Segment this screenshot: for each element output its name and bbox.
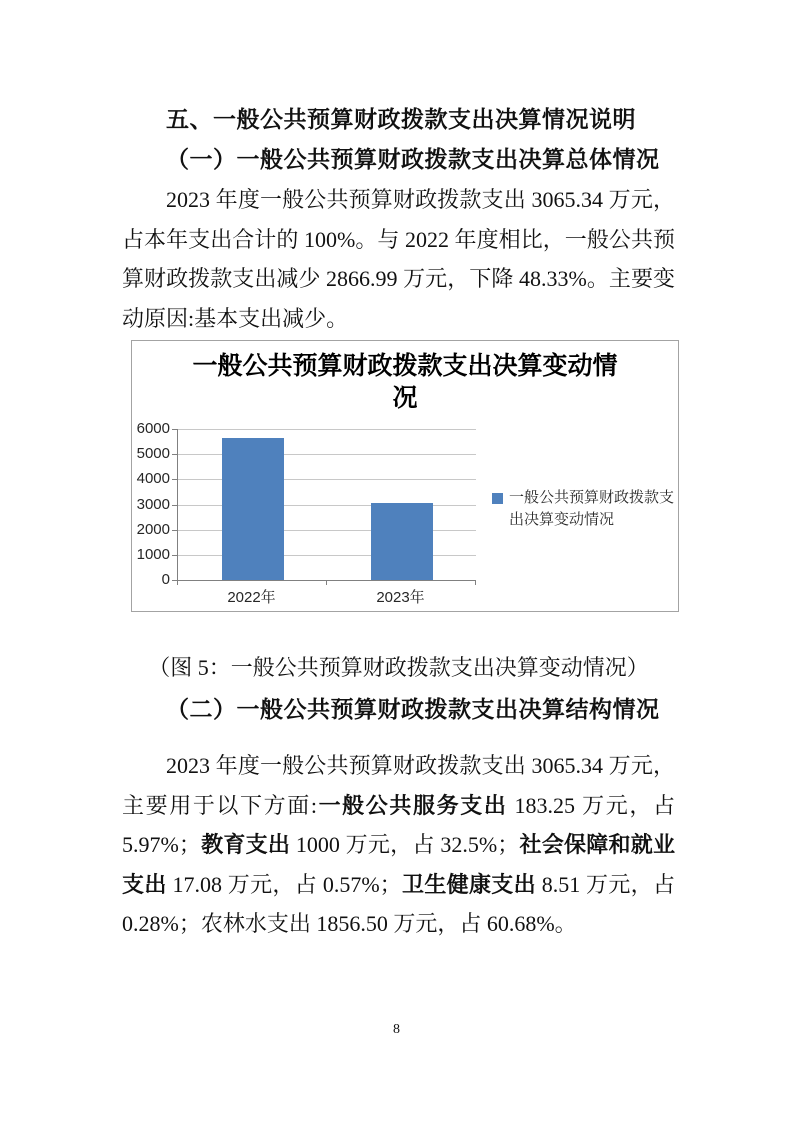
structure-bold-run: 社会保障和就业支出: [122, 832, 675, 897]
x-axis-label: 2022年: [227, 589, 276, 606]
page-number: 8: [393, 1022, 400, 1037]
figure-chart: [131, 340, 679, 612]
y-axis-tick: [172, 429, 178, 430]
structure-bold-run: 卫生健康支出: [401, 871, 536, 897]
structure-text-run: 17.08 万元，占 0.57%；: [166, 871, 402, 897]
x-axis-tick: [475, 580, 476, 585]
structure-bold-run: 教育支出: [200, 832, 291, 857]
structure-text-run: 2023 年度一般公共预算财政拨款支出 3065.34 万元，主要用于以下方面:: [122, 753, 675, 818]
y-axis-tick: [172, 454, 178, 455]
y-axis-labels: [134, 420, 170, 588]
y-axis-tick: [172, 555, 178, 556]
y-axis-label: 1000: [136, 545, 170, 563]
y-axis-label: 5000: [136, 445, 170, 463]
x-axis-tick: [177, 580, 178, 585]
y-axis-tick: [172, 530, 178, 531]
gridline: [178, 580, 476, 581]
y-axis-tick: [172, 479, 178, 480]
subsection-1-heading: （一）一般公共预算财政拨款支出决算总体情况: [166, 147, 660, 172]
structure-text-run: 183.25 万元，占 5.97%；: [122, 792, 675, 857]
y-axis-label: 3000: [136, 495, 170, 513]
y-axis-label: 4000: [136, 470, 170, 488]
subsection-2-heading: （二）一般公共预算财政拨款支出决算结构情况: [166, 697, 660, 722]
legend-label: 一般公共预算财政拨款支出决算变动情况: [509, 490, 675, 528]
structure-text-run: 1000 万元，占 32.5%；: [290, 832, 520, 857]
chart-legend: [492, 487, 674, 531]
x-axis-tick: [326, 580, 327, 585]
legend-marker-icon: [492, 493, 503, 504]
gridline: [178, 429, 476, 430]
structure-text-run: 8.51 万元，占 0.28%；农林水支出 1856.50 万元，占 60.68%。: [122, 871, 675, 936]
document-content: [122, 100, 675, 944]
y-axis-label: 0: [161, 571, 170, 588]
structure-paragraph: [122, 746, 675, 944]
chart-bar: [371, 503, 433, 580]
x-axis-labels: [177, 586, 475, 607]
chart-bar: [222, 438, 284, 580]
chart-plot: [177, 429, 476, 580]
overview-paragraph: 2023 年度一般公共预算财政拨款支出 3065.34 万元，占本年支出合计的 100%。与 2022 年度相比，一般公共预算财政拨款支出减少 2866.99 万元，下降 48.33%。主要变动原因:基本支出减少。: [122, 187, 675, 331]
section-heading: 五、一般公共预算财政拨款支出决算情况说明: [166, 107, 636, 132]
y-axis-label: 6000: [136, 420, 170, 437]
y-axis-label: 2000: [136, 520, 170, 538]
figure-caption: （图 5：一般公共预算财政拨款支出决算变动情况）: [148, 655, 649, 680]
chart-title: 一般公共预算财政拨款支出决算变动情况: [192, 353, 618, 412]
structure-bold-run: 一般公共服务支出: [316, 792, 508, 818]
x-axis-label: 2023年: [376, 589, 425, 606]
y-axis-tick: [172, 505, 178, 506]
